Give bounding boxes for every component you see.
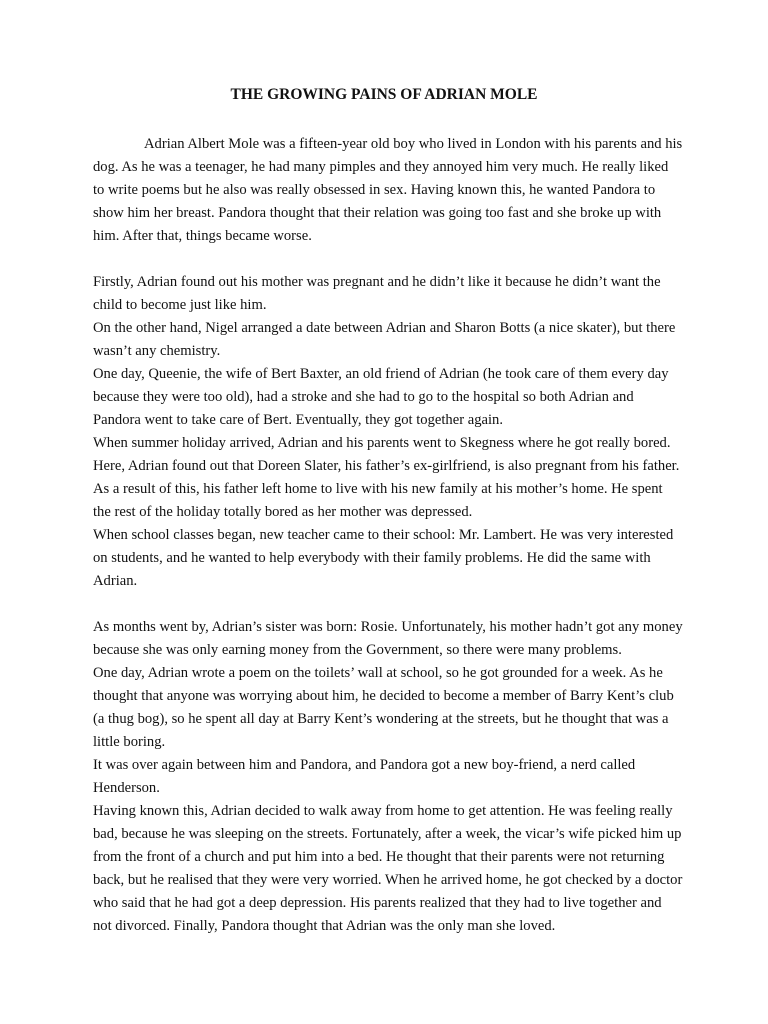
paragraph-mr-lambert: When school classes began, new teacher came to their school: Mr. Lambert. He was very interested on students, and he wanted to help everybody with their family problems. He did the same with Adrian. [93,527,674,589]
paragraph-skegness-holiday: When summer holiday arrived, Adrian and his parents went to Skegness where he got really bored. Here, Adrian found out that Doreen Slater, his father’s ex-girlfriend, is also pregnant from his father. As a result of this, his father left home to live with his new family at his mother’s home. He spent the rest of the holiday totally bored as her mother was depressed. [93,435,680,520]
paragraph-queenie-stroke: One day, Queenie, the wife of Bert Baxter, an old friend of Adrian (he took care of them every day because they were too old), had a stroke and she had to go to the hospital so both Adrian and Pandora went to take care of Bert. Eventually, they got together again. [93,366,669,428]
paragraph-rosie-born: As months went by, Adrian’s sister was born: Rosie. Unfortunately, his mother hadn’t got any money because she was only earning money from the Government, so there were many problems. [93,619,683,658]
paragraph-barry-kent: One day, Adrian wrote a poem on the toilets’ wall at school, so he got grounded for a week. As he thought that anyone was worrying about him, he decided to become a member of Barry Kent’s club (a thug bog), so he spent all day at Barry Kent’s wondering at the streets, but he thought that was a little boring. [93,665,674,750]
document-body [93,133,683,938]
paragraph-sharon-date: On the other hand, Nigel arranged a date between Adrian and Sharon Botts (a nice skater), but there wasn’t any chemistry. [93,320,676,359]
document-title: THE GROWING PAINS OF ADRIAN MOLE [230,86,538,103]
paragraph-mother-pregnant: Firstly, Adrian found out his mother was pregnant and he didn’t like it because he didn’t want the child to become just like him. [93,274,661,313]
paragraph-intro: Adrian Albert Mole was a fifteen-year old boy who lived in London with his parents and his dog. As he was a teenager, he had many pimples and they annoyed him very much. He really liked to write poems but he also was really obsessed in sex. Having known this, he wanted Pandora to show him her breast. Pandora thought that their relation was going too fast and she broke up with him. After that, things became worse. [93,136,683,244]
paragraph-walk-away: Having known this, Adrian decided to walk away from home to get attention. He was feeling really bad, because he was sleeping on the streets. Fortunately, after a week, the vicar’s wife picked him up from the front of a church and put him into a bed. He thought that their parents were not returning back, but he realised that they were very worried. When he arrived home, he got checked by a doctor who said that he had got a deep depression. His parents realized that they had to live together and not divorced. Finally, Pandora thought that Adrian was the only man she loved. [93,803,683,934]
paragraph-henderson: It was over again between him and Pandora, and Pandora got a new boy-friend, a nerd called Henderson. [93,757,636,796]
